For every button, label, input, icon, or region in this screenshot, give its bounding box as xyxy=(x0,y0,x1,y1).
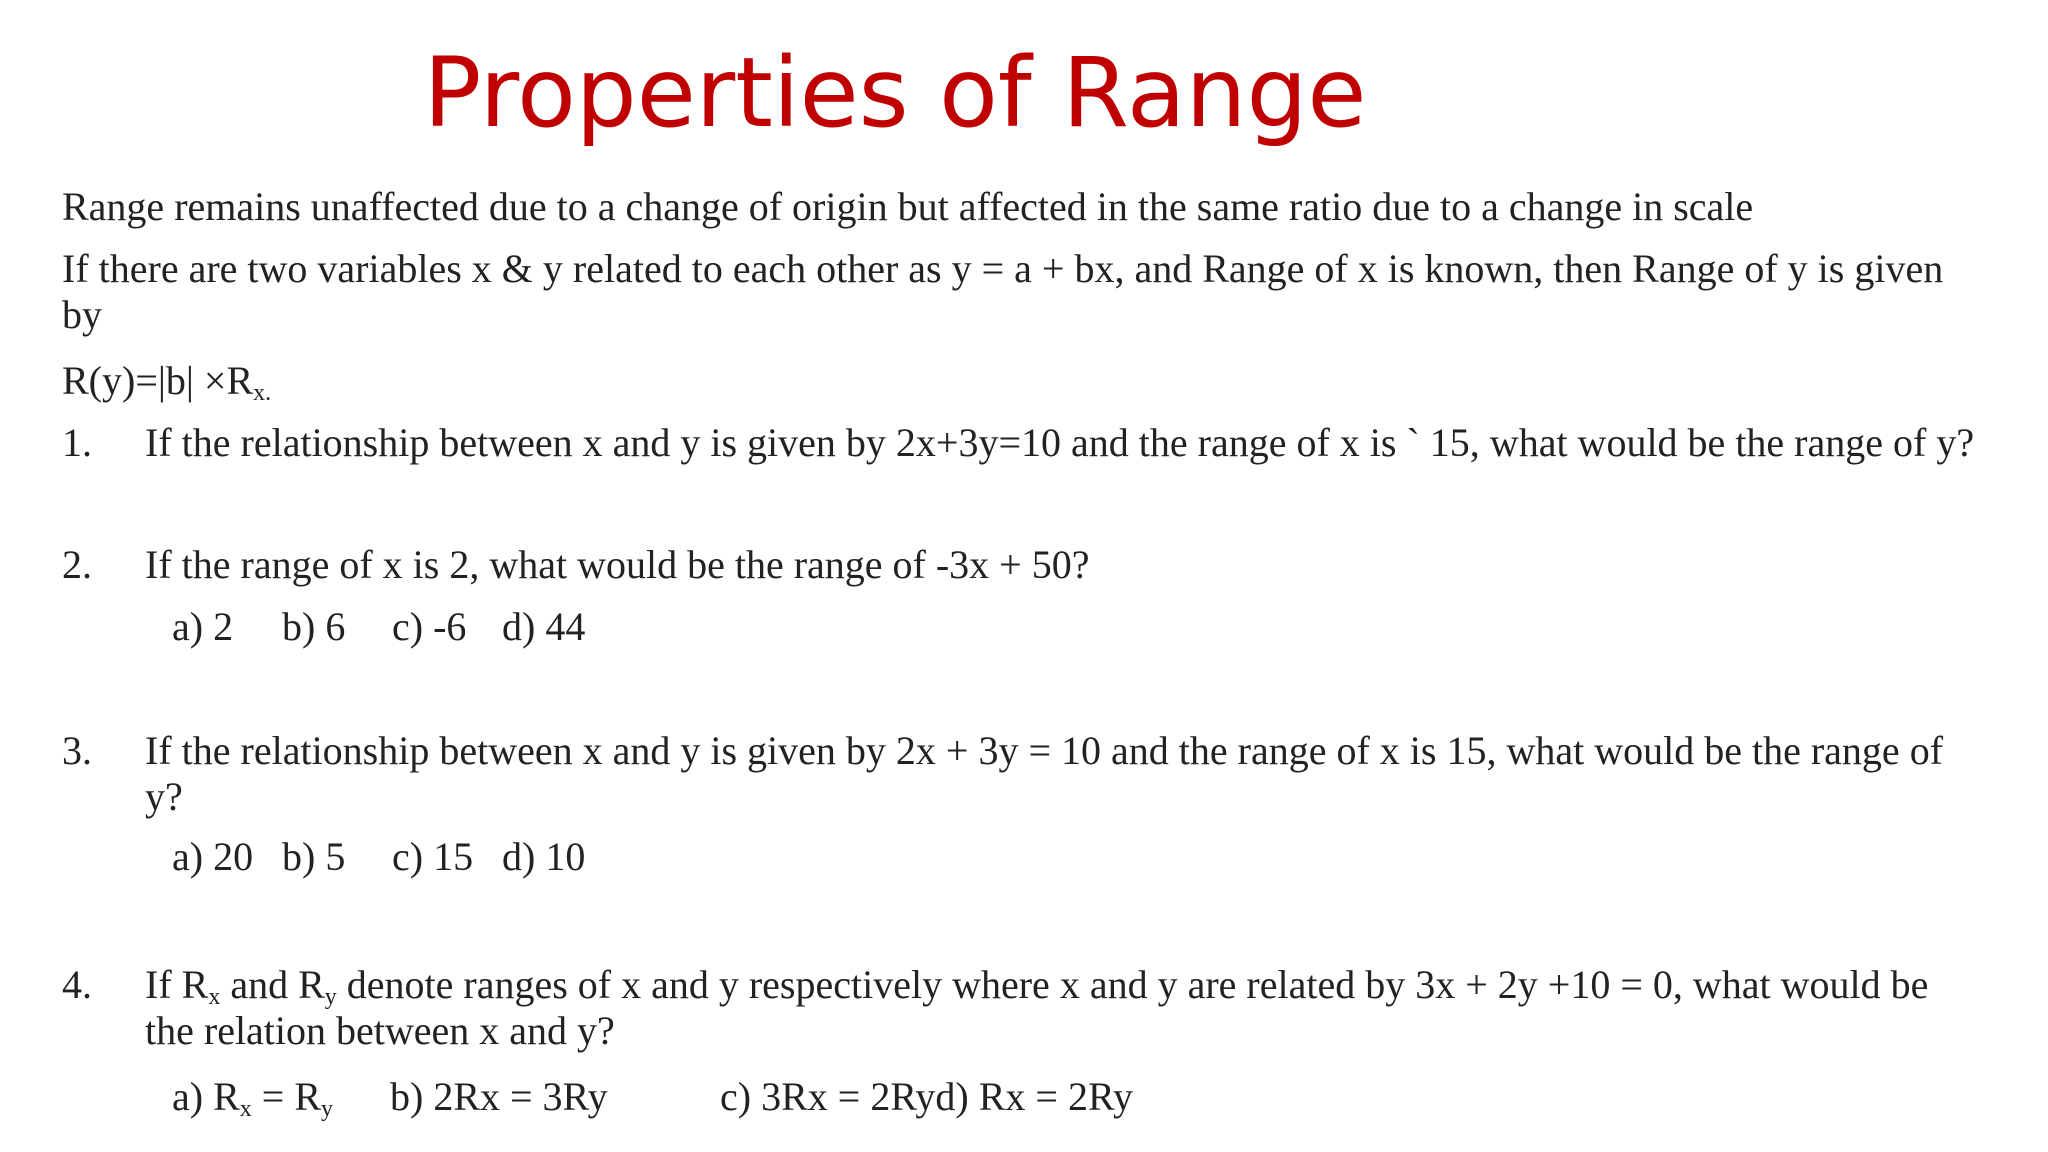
q4-sub-y: y xyxy=(324,984,337,1010)
q4-if-r: If R xyxy=(145,962,209,1007)
option-c-d: c) 3Rx = 2Ryd) Rx = 2Ry xyxy=(720,1074,1134,1119)
formula-subscript: x. xyxy=(253,380,272,406)
question-2-options xyxy=(172,604,585,650)
q4-sub-x: x xyxy=(208,984,221,1010)
question-3-number: 3. xyxy=(62,728,92,773)
option-b: b) 6 xyxy=(282,604,346,649)
option-c: c) 15 xyxy=(392,834,474,879)
question-3-options xyxy=(172,834,585,880)
opt-a-mid: = R xyxy=(251,1074,322,1119)
question-1-number: 1. xyxy=(62,420,92,465)
question-4-text-line2: the relation between x and y? xyxy=(145,1008,615,1053)
option-a: a) 20 xyxy=(172,834,254,879)
opt-a-sub-x: x xyxy=(239,1096,252,1122)
q4-and-r: and R xyxy=(220,962,325,1007)
question-2-text: If the range of x is 2, what would be the range of -3x + 50? xyxy=(145,542,1090,587)
q4-rest: denote ranges of x and y respectively where x and y are related by 3x + 2y +10 = 0, what would be xyxy=(336,962,1929,1007)
intro-line-2a: If there are two variables x & y related to each other as y = a + bx, and Range of x is known, then Range of y is given xyxy=(62,246,1944,291)
question-4-number: 4. xyxy=(62,962,92,1007)
intro-line-1: Range remains unaffected due to a change of origin but affected in the same ratio due to a change in scale xyxy=(62,184,1754,229)
question-3-text-line2: y? xyxy=(145,774,183,819)
slide-title: Properties of Range xyxy=(423,37,1367,149)
opt-a-sub-y: y xyxy=(321,1096,334,1122)
option-b: b) 2Rx = 3Ry xyxy=(390,1074,608,1119)
opt-a-pre: a) R xyxy=(172,1074,240,1119)
question-4-text-line1 xyxy=(145,962,1928,1008)
question-4-options xyxy=(172,1074,1133,1120)
question-3-text-line1: If the relationship between x and y is given by 2x + 3y = 10 and the range of x is 15, what would be the range of xyxy=(145,728,1944,773)
formula-main: R(y)=|b| ×R xyxy=(62,358,254,403)
question-1-text: If the relationship between x and y is given by 2x+3y=10 and the range of x is ` 15, what would be the range of y? xyxy=(145,420,1975,465)
question-2-number: 2. xyxy=(62,542,92,587)
option-b: b) 5 xyxy=(282,834,346,879)
range-formula xyxy=(62,358,271,404)
intro-line-2b: by xyxy=(62,292,102,337)
option-c: c) -6 xyxy=(392,604,467,649)
option-d: d) 10 xyxy=(502,834,586,879)
option-a xyxy=(172,1074,390,1120)
option-d: d) 44 xyxy=(502,604,586,649)
option-a: a) 2 xyxy=(172,604,234,649)
